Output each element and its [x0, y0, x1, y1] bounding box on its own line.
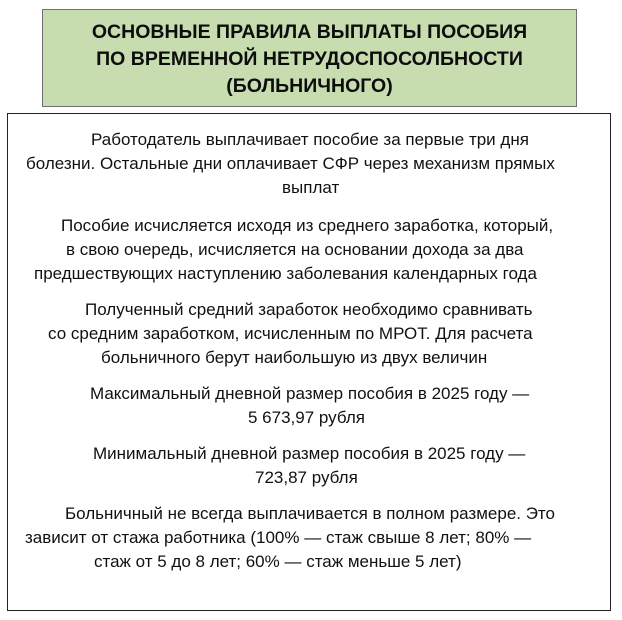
paragraph-line: Минимальный дневной размер пособия в 2025 году — — [93, 444, 526, 463]
paragraph-line: 723,87 рубля — [255, 468, 358, 487]
paragraph-average-earnings — [8, 214, 610, 286]
paragraph-employer-payment — [8, 128, 610, 200]
paragraph-line: больничного берут наибольшую из двух величин — [101, 348, 488, 367]
title-line-1: ОСНОВНЫЕ ПРАВИЛА ВЫПЛАТЫ ПОСОБИЯ — [91, 20, 528, 43]
paragraph-line: Больничный не всегда выплачивается в полном размере. Это — [65, 504, 555, 523]
title-banner — [42, 9, 577, 107]
title-line-3: (БОЛЬНИЧНОГО) — [226, 74, 393, 97]
paragraph-line: Полученный средний заработок необходимо сравнивать — [85, 300, 533, 319]
paragraph-mrot-comparison — [8, 298, 610, 370]
paragraph-line: зависит от стажа работника (100% — стаж свыше 8 лет; 80% — — [25, 528, 532, 547]
paragraph-max-benefit — [8, 382, 610, 430]
paragraph-line: со средним заработком, исчисленным по МРОТ. Для расчета — [48, 324, 533, 343]
paragraph-line: Пособие исчисляется исходя из среднего заработка, который, — [61, 216, 554, 235]
paragraph-line: стаж от 5 до 8 лет; 60% — стаж меньше 5 лет) — [94, 552, 462, 571]
paragraph-line: выплат — [282, 178, 340, 197]
paragraph-line: Работодатель выплачивает пособие за первые три дня — [91, 130, 529, 149]
paragraph-line: Максимальный дневной размер пособия в 2025 году — — [90, 384, 530, 403]
title-line-2: ПО ВРЕМЕННОЙ НЕТРУДОСПОСОЛБНОСТИ — [96, 47, 523, 70]
paragraph-min-benefit — [8, 442, 610, 490]
paragraph-line: в свою очередь, исчисляется на основании дохода за два — [66, 240, 524, 259]
rules-content-box — [7, 113, 611, 611]
paragraph-line: болезни. Остальные дни оплачивает СФР через механизм прямых — [26, 154, 555, 173]
paragraph-line: предшествующих наступлению заболевания календарных года — [34, 264, 537, 283]
paragraph-insurance-record — [8, 502, 610, 574]
paragraph-line: 5 673,97 рубля — [248, 408, 365, 427]
